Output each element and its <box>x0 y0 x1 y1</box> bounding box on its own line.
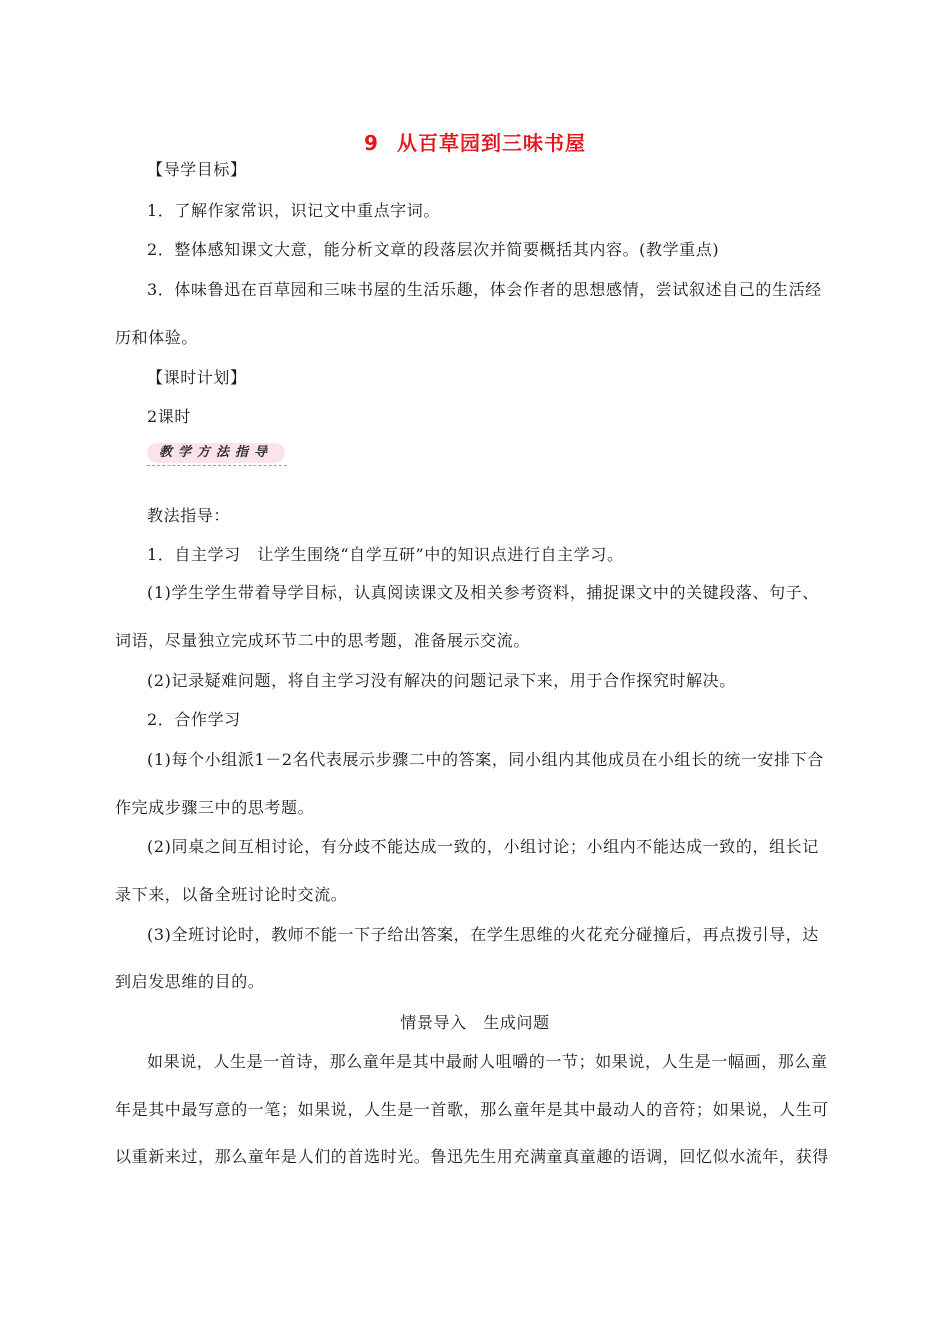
method-2-2-continued: 录下来，以备全班讨论时交流。 <box>115 885 348 904</box>
intro-heading: 情景导入 生成问题 <box>400 1013 550 1032</box>
method-2-3: (3)全班讨论时，教师不能一下子给出答案，在学生思维的火花充分碰撞后，再点拨引导，达 <box>147 925 819 944</box>
method-1-1: (1)学生学生带着导学目标，认真阅读课文及相关参考资料，捕捉课文中的关键段落、句子、 <box>147 583 819 602</box>
method-1-2: (2)记录疑难问题，将自主学习没有解决的问题记录下来，用于合作探究时解决。 <box>147 671 736 690</box>
goal-item-1: 1．了解作家常识，识记文中重点字词。 <box>147 201 440 220</box>
lesson-title-text: 从百草园到三味书屋 <box>396 131 586 155</box>
teaching-method-badge <box>147 440 287 468</box>
method-2-2: (2)同桌之间互相讨论，有分歧不能达成一致的，小组讨论；小组内不能达成一致的，组长记 <box>147 837 819 856</box>
goal-item-3-continued: 历和体验。 <box>115 328 199 347</box>
intro-paragraph-line-3: 以重新来过，那么童年是人们的首选时光。鲁迅先生用充满童真童趣的语调，回忆似水流年，获得 <box>115 1147 829 1166</box>
badge-dashed-underline <box>147 465 287 466</box>
method-1: 1．自主学习 让学生围绕“自学互研”中的知识点进行自主学习。 <box>147 545 624 564</box>
lesson-number: 9 <box>364 131 379 155</box>
method-2: 2．合作学习 <box>147 710 241 729</box>
method-2-3-continued: 到启发思维的目的。 <box>115 972 265 991</box>
intro-paragraph-line-2: 年是其中最写意的一笔；如果说，人生是一首歌，那么童年是其中最动人的音符；如果说，人生可 <box>115 1100 829 1119</box>
lesson-title <box>0 127 950 156</box>
method-2-1: (1)每个小组派1－2名代表展示步骤二中的答案，同小组内其他成员在小组长的统一安排下合 <box>147 750 824 769</box>
goal-item-3: 3．体味鲁迅在百草园和三味书屋的生活乐趣，体会作者的思想感情，尝试叙述自己的生活经 <box>147 280 822 299</box>
plan-heading: 【课时计划】 <box>147 368 247 387</box>
intro-paragraph-line-1: 如果说，人生是一首诗，那么童年是其中最耐人咀嚼的一节；如果说，人生是一幅画，那么童 <box>147 1052 828 1071</box>
method-2-1-continued: 作完成步骤三中的思考题。 <box>115 798 315 817</box>
method-heading: 教法指导： <box>147 506 231 525</box>
badge-label: 教学方法指导 <box>158 445 273 460</box>
plan-value: 2课时 <box>147 407 191 426</box>
goal-item-2: 2．整体感知课文大意，能分析文章的段落层次并简要概括其内容。(教学重点) <box>147 240 720 259</box>
method-1-1-continued: 词语，尽量独立完成环节二中的思考题，准备展示交流。 <box>115 631 531 650</box>
goals-heading: 【导学目标】 <box>147 160 247 179</box>
